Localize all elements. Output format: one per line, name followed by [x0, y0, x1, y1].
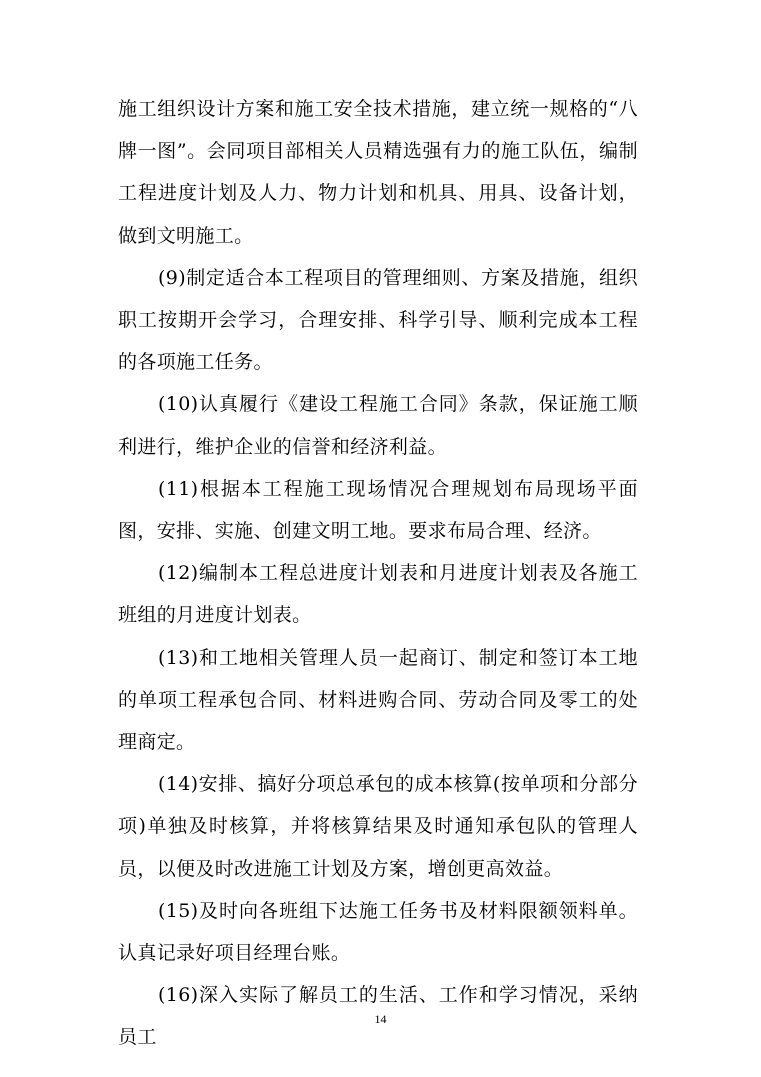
paragraph-item-11: (11)根据本工程施工现场情况合理规划布局现场平面图，安排、实施、创建文明工地。要求布局合理、经济。: [118, 477, 638, 543]
paragraph-continuation: 施工组织设计方案和施工安全技术措施，建立统一规格的“八牌一图”。会同项目部相关人员精选强有力的施工队伍，编制工程进度计划及人力、物力计划和机具、用具、设备计划，做到文明施工。: [118, 98, 638, 247]
page-number: 14: [374, 1012, 387, 1026]
paragraph-item-16: (16)深入实际了解员工的生活、工作和学习情况，采纳员工: [118, 984, 638, 1049]
paragraph-item-10: (10)认真履行《建设工程施工合同》条款，保证施工顺利进行，维护企业的信誉和经济利益。: [118, 393, 638, 458]
paragraph-item-12: (12)编制本工程总进度计划表和月进度计划表及各施工班组的月进度计划表。: [118, 562, 638, 627]
paragraph-item-15: (15)及时向各班组下达施工任务书及材料限额领料单。认真记录好项目经理台账。: [118, 899, 638, 965]
document-body: [118, 88, 638, 1059]
paragraph-item-13: (13)和工地相关管理人员一起商订、制定和签订本工地的单项工程承包合同、材料进购合同、劳动合同及零工的处理商定。: [118, 646, 638, 754]
paragraph-item-14: (14)安排、搞好分项总承包的成本核算(按单项和分部分项)单独及时核算，并将核算结果及时通知承包队的管理人员，以便及时改进施工计划及方案，增创更高效益。: [118, 773, 638, 880]
paragraph-item-9: (9)制定适合本工程项目的管理细则、方案及措施，组织职工按期开会学习，合理安排、科学引导、顺利完成本工程的各项施工任务。: [118, 266, 638, 374]
